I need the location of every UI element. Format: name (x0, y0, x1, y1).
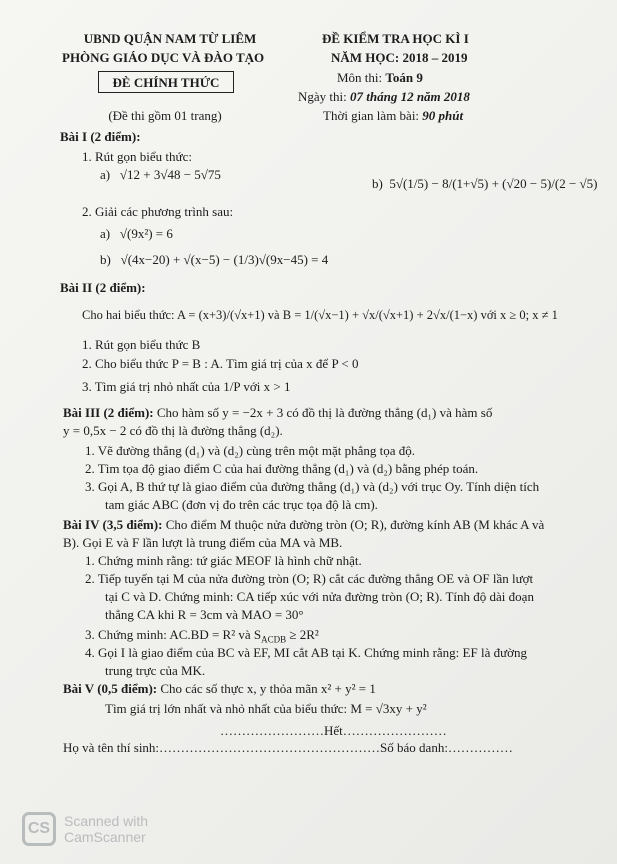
bai4-item2b: tại C và D. Chứng minh: CA tiếp xúc với nửa đường tròn (O; R). Tính độ dài đoạn (105, 589, 534, 604)
bai4-item3: 3. Chứng minh: AC.BD = R² và $S_{ACDB} \ge 2R^2$ (85, 627, 319, 645)
bai4-intro2: B). Gọi E và F lần lượt là trung điểm của MA và MB. (63, 535, 343, 550)
bai2-item1: 1. Rút gọn biểu thức B (82, 337, 201, 352)
bai4-item2a: 2. Tiếp tuyến tại M của nửa đường tròn (O; R) cắt các đường thẳng OE và OF lần lượt (85, 571, 534, 586)
bai4-item4b: trung trực của MK. (105, 663, 206, 678)
date-line: Ngày thi: 07 tháng 12 năm 2018 (298, 89, 470, 104)
exam-title: ĐỀ KIỂM TRA HỌC KÌ I (322, 31, 469, 46)
bai1-q1a: a) √12 + 3√48 − 5√75 (100, 167, 221, 182)
bai2-item2: 2. Cho biểu thức P = B : A. Tìm giá trị của x để P < 0 (82, 356, 359, 371)
department-name: UBND QUẬN NAM TỪ LIÊM (83, 31, 257, 46)
bai1-q1b: b) 5√(1/5) − 8/(1+√5) + (√20 − 5)/(2 − √5) (372, 176, 598, 191)
official-label: ĐÈ CHÍNH THỨC (112, 75, 220, 90)
bai1-q1: 1. Rút gọn biểu thức: (82, 149, 192, 164)
bai3-item3b: tam giác ABC (đơn vị đo trên các trục tọa độ là cm). (105, 497, 378, 512)
bai2-title: Bài II (2 điểm): (60, 280, 146, 295)
bai5-intro-line: Bài V (0,5 điểm): Cho các số thực x, y thỏa mãn x² + y² = 1 (63, 681, 376, 696)
bai4-item2c: thẳng CA khi R = 3cm và MAO = 30° (105, 607, 304, 622)
bai3-title: Bài III (2 điểm): (63, 405, 154, 420)
time-line: Thời gian làm bài: 90 phút (323, 108, 464, 123)
bai4-intro-line: Bài IV (3,5 điểm): Cho điểm M thuộc nửa đường tròn (O; R), đường kính AB (M khác A và (63, 517, 545, 532)
bai5-line: Tìm giá trị lớn nhất và nhỏ nhất của biểu thức: M = √3xy + y² (105, 701, 427, 716)
bai1-q2b: b) √(4x−20) + √(x−5) − (1/3)√(9x−45) = 4 (100, 252, 329, 267)
bai2-item3: 3. Tìm giá trị nhỏ nhất của 1/P với x > 1 (82, 379, 291, 394)
bai3-intro-line: Bài III (2 điểm): Cho hàm số y = −2x + 3 có đồ thị là đường thẳng (d₁) và hàm số (63, 405, 493, 420)
bai4-title: Bài IV (3,5 điểm): (63, 517, 163, 532)
bai1-q2: 2. Giải các phương trình sau: (82, 204, 234, 219)
bai4-item4a: 4. Gọi I là giao điểm của BC và EF, MI cắt AB tại K. Chứng minh rằng: EF là đường (85, 645, 528, 660)
bai5-title: Bài V (0,5 điểm): (63, 681, 158, 696)
candidate-info: Họ và tên thí sinh:……………………………………………Số báo danh:…………… (63, 740, 513, 755)
office-name: PHÒNG GIÁO DỤC VÀ ĐÀO TẠO (62, 50, 265, 65)
school-year: NĂM HỌC: 2018 – 2019 (331, 50, 468, 65)
page-note: (Đề thi gồm 01 trang) (108, 108, 222, 123)
camscanner-text: Scanned with CamScanner (64, 813, 149, 845)
bai1-q2a: a) √(9x²) = 6 (100, 226, 173, 241)
bai1-title: Bài I (2 điểm): (60, 129, 141, 144)
bai4-item1: 1. Chứng minh rằng: tứ giác MEOF là hình chữ nhật. (85, 553, 362, 568)
bai3-intro2: y = 0,5x − 2 có đồ thị là đường thẳng (d₂). (63, 423, 283, 438)
bai2-intro: Cho hai biểu thức: A = (x+3)/(√x+1) và B = 1/(√x−1) + √x/(√x+1) + 2√x/(1−x) với x ≥ 0; x ≠ 1 (82, 308, 558, 322)
end-marker: ……………………Hết…………………… (220, 723, 447, 738)
camscanner-logo: CS (22, 812, 56, 846)
bai3-item3a: 3. Gọi A, B thứ tự là giao điểm của đường thẳng (d₁) và (d₂) với trục Oy. Tính diện tích (85, 479, 540, 494)
bai3-item2: 2. Tìm tọa độ giao điểm C của hai đường thẳng (d₁) và (d₂) bằng phép toán. (85, 461, 479, 476)
bai3-item1: 1. Vẽ đường thẳng (d₁) và (d₂) cùng trên một mặt phẳng tọa độ. (85, 443, 415, 458)
subject-line: Môn thi: Toán 9 (337, 70, 423, 85)
